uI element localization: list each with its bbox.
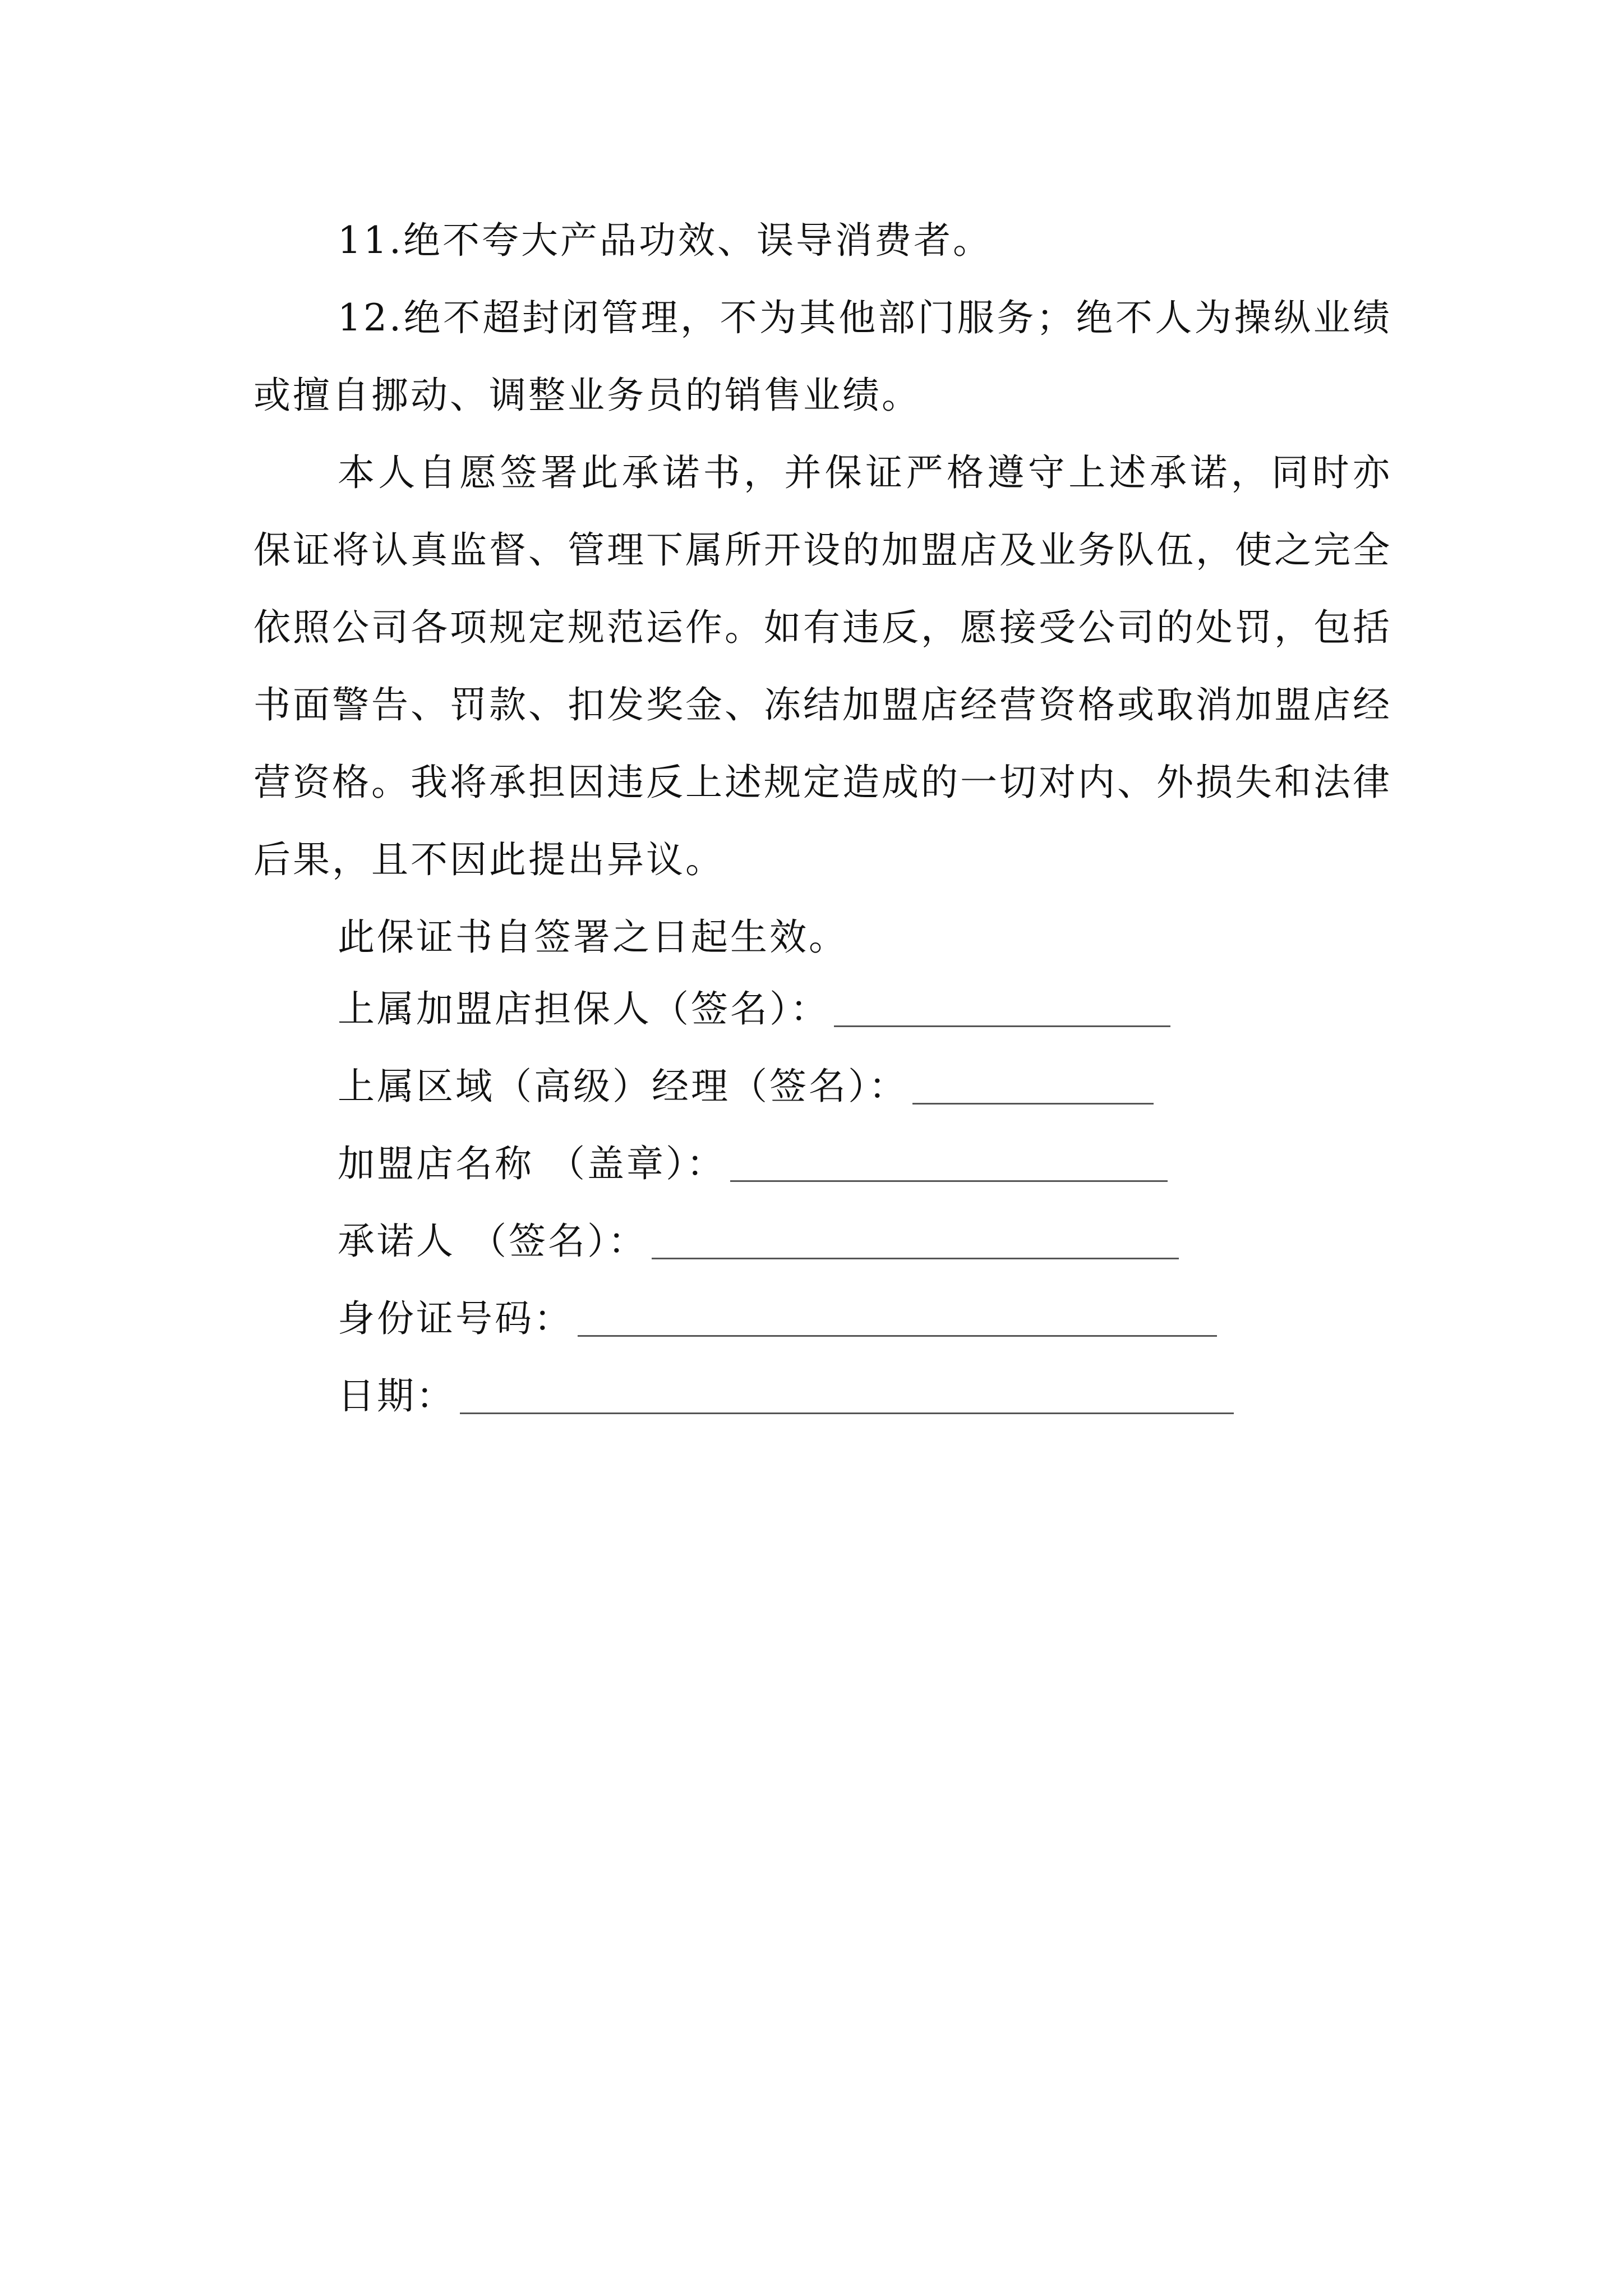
guarantor-signature-line[interactable] [834,1025,1170,1027]
id-number-row [338,1280,1234,1358]
id-number-line[interactable] [578,1335,1217,1337]
clause-11: 11.绝不夸大产品功效、误导消费者。 [338,219,992,262]
store-name-line[interactable] [730,1180,1168,1182]
effective-statement: 此保证书自签署之日起生效。 [338,915,848,959]
manager-signature-row [338,1048,1234,1125]
store-name-label: 加盟店名称 （盖章）： [338,1142,726,1185]
manager-signature-line[interactable] [912,1103,1154,1105]
date-line[interactable] [460,1412,1234,1414]
pledger-signature-row [338,1203,1234,1280]
pledger-signature-line[interactable] [652,1258,1179,1259]
guarantor-signature-row [338,970,1234,1048]
id-number-label: 身份证号码： [338,1297,573,1340]
store-name-row [338,1125,1234,1203]
manager-signature-label: 上属区域（高级）经理（签名）： [338,1065,908,1108]
date-row [338,1358,1234,1435]
guarantor-signature-label: 上属加盟店担保人（签名）： [338,987,829,1030]
signature-block [338,970,1234,1435]
clause-12: 12.绝不超封闭管理，不为其他部门服务；绝不人为操纵业绩或擅自挪动、调整业务员的销售业绩。 [253,296,1392,417]
date-label: 日期： [338,1374,455,1418]
pledger-signature-label: 承诺人 （签名）： [338,1220,647,1263]
pledge-statement: 本人自愿签署此承诺书，并保证严格遵守上述承诺，同时亦保证将认真监督、管理下属所开设的加盟店及业务队伍，使之完全依照公司各项规定规范运作。如有违反，愿接受公司的处罚，包括书面警告、罚款、扣发奖金、冻结加盟店经营资格或取消加盟店经营资格。我将承担因违反上述规定造成的一切对内、外损失和法律后果，且不因此提出异议。 [253,451,1392,881]
pledge-body [253,202,1392,976]
